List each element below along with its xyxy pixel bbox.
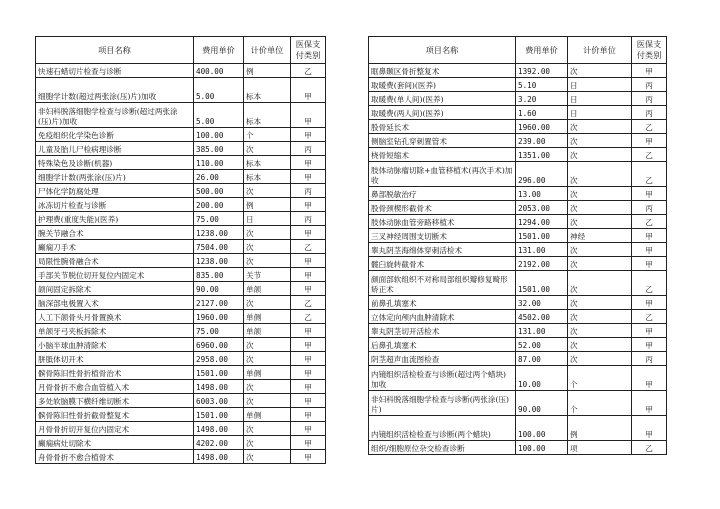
- cell-insurance: 甲: [291, 408, 326, 422]
- cell-name: 单颌牙弓夹板拆除术: [36, 324, 194, 338]
- cell-insurance: 甲: [291, 324, 326, 338]
- table-row: [36, 103, 326, 128]
- header-unit: 计价单位: [244, 37, 291, 64]
- cell-unit: 标本: [244, 170, 291, 184]
- cell-name: 特殊染色及诊断(机器): [36, 156, 194, 170]
- table-row: [36, 198, 326, 212]
- cell-unit: 日: [568, 78, 632, 92]
- cell-unit: 次: [568, 187, 632, 201]
- table-row: [36, 394, 326, 408]
- header-price: 费用单价: [516, 37, 568, 64]
- cell-name: 尸体化学防腐处理: [36, 184, 194, 198]
- cell-price: 835.00: [194, 268, 244, 282]
- cell-name: 睾丸阴茎海绵体穿刺活检术: [369, 243, 516, 257]
- cell-name: 细胞学计数(两张涂(压)片): [36, 170, 194, 184]
- table-row: [36, 310, 326, 324]
- cell-name: 后鼻孔填塞术: [369, 338, 516, 352]
- table-row: [369, 310, 667, 324]
- cell-price: 6003.00: [194, 394, 244, 408]
- cell-name: 快速石蜡切片检查与诊断: [36, 64, 194, 78]
- table-row: [369, 134, 667, 148]
- cell-insurance: 甲: [632, 243, 667, 257]
- cell-name: 小脑半球血肿清除术: [36, 338, 194, 352]
- table-row: [369, 162, 667, 187]
- cell-insurance: 甲: [291, 352, 326, 366]
- cell-insurance: 甲: [632, 134, 667, 148]
- cell-price: 1501.00: [194, 408, 244, 422]
- cell-unit: 次: [244, 394, 291, 408]
- cell-price: 2053.00: [516, 201, 568, 215]
- cell-price: 239.00: [516, 134, 568, 148]
- cell-insurance: 甲: [291, 394, 326, 408]
- table-row: [369, 366, 667, 391]
- cell-price: 90.00: [516, 391, 568, 416]
- cell-insurance: 甲: [291, 156, 326, 170]
- cell-name: 腕关节融合术: [36, 226, 194, 240]
- cell-price: 1498.00: [194, 380, 244, 394]
- cell-price: 32.00: [516, 296, 568, 310]
- cell-name: 内镜组织活检检查与诊断(超过两个蜡块)加收: [369, 366, 516, 391]
- cell-unit: 单颌: [244, 324, 291, 338]
- table-row: [36, 156, 326, 170]
- cell-price: 75.00: [194, 212, 244, 226]
- table-row: [369, 324, 667, 338]
- cell-unit: 标本: [244, 78, 291, 103]
- cell-unit: 单颌: [244, 282, 291, 296]
- header-insurance: 医保支付类别: [291, 37, 326, 64]
- cell-insurance: 乙: [291, 240, 326, 254]
- cell-unit: 次: [244, 338, 291, 352]
- table-header-row: [36, 37, 326, 64]
- table-row: [369, 271, 667, 296]
- cell-insurance: 甲: [291, 450, 326, 464]
- cell-price: 1238.00: [194, 226, 244, 240]
- cell-name: 月骨骨折切开复位内固定术: [36, 422, 194, 436]
- cell-insurance: 丙: [291, 142, 326, 156]
- cell-insurance: 甲: [291, 366, 326, 380]
- cell-name: 月骨骨折不愈合血管植入术: [36, 380, 194, 394]
- cell-name: 人工下颌骨头月骨置换术: [36, 310, 194, 324]
- cell-unit: 次: [244, 240, 291, 254]
- cell-name: 股骨延长术: [369, 120, 516, 134]
- cell-insurance: 甲: [291, 226, 326, 240]
- cell-name: 肢体动脉血管旁路移植术: [369, 215, 516, 229]
- cell-price: 1351.00: [516, 148, 568, 162]
- cell-unit: 日: [568, 92, 632, 106]
- cell-unit: 例: [244, 198, 291, 212]
- cell-name: 儿童及胎儿尸检病理诊断: [36, 142, 194, 156]
- cell-name: 组织/细胞原位杂交检查诊断: [369, 441, 516, 455]
- table-row: [36, 268, 326, 282]
- cell-price: 131.00: [516, 324, 568, 338]
- cell-name: 桡骨短缩术: [369, 148, 516, 162]
- header-insurance: 医保支付类别: [632, 37, 667, 64]
- cell-unit: 次: [568, 215, 632, 229]
- cell-insurance: 甲: [291, 128, 326, 142]
- cell-name: 舟骨骨折不愈合植骨术: [36, 450, 194, 464]
- cell-price: 1498.00: [194, 422, 244, 436]
- cell-unit: 次: [244, 296, 291, 310]
- cell-insurance: 乙: [291, 64, 326, 78]
- cell-price: 10.00: [516, 366, 568, 391]
- cell-unit: 例: [568, 416, 632, 441]
- table-row: [36, 212, 326, 226]
- table-row: [369, 215, 667, 229]
- cell-price: 200.00: [194, 198, 244, 212]
- cell-unit: 关节: [244, 268, 291, 282]
- cell-price: 52.00: [516, 338, 568, 352]
- cell-price: 1.60: [516, 106, 568, 120]
- cell-unit: 次: [244, 184, 291, 198]
- cell-insurance: 甲: [632, 416, 667, 441]
- cell-insurance: 乙: [632, 310, 667, 324]
- cell-unit: 日: [568, 106, 632, 120]
- table-row: [369, 416, 667, 441]
- table-row: [36, 380, 326, 394]
- header-unit: 计价单位: [568, 37, 632, 64]
- cell-price: 87.00: [516, 352, 568, 366]
- cell-unit: 单侧: [244, 408, 291, 422]
- cell-name: 手部关节脱位切开复位内固定术: [36, 268, 194, 282]
- cell-insurance: 甲: [632, 324, 667, 338]
- cell-unit: 次: [244, 422, 291, 436]
- table-row: [369, 257, 667, 271]
- cell-insurance: 丙: [632, 106, 667, 120]
- cell-price: 500.00: [194, 184, 244, 198]
- cell-insurance: 甲: [632, 366, 667, 391]
- header-price: 费用单价: [194, 37, 244, 64]
- cell-unit: 次: [244, 142, 291, 156]
- cell-price: 1501.00: [516, 271, 568, 296]
- cell-name: 髋臼旋转截骨术: [369, 257, 516, 271]
- cell-name: 股骨颈楔形截骨术: [369, 201, 516, 215]
- cell-unit: 神经: [568, 229, 632, 243]
- cell-unit: 次: [244, 380, 291, 394]
- cell-unit: 次: [568, 310, 632, 324]
- cell-insurance: 乙: [632, 215, 667, 229]
- cell-insurance: 甲: [291, 436, 326, 450]
- cell-insurance: 乙: [291, 310, 326, 324]
- table-row: [36, 254, 326, 268]
- table-row: [36, 324, 326, 338]
- header-name: 项目名称: [36, 37, 194, 64]
- cell-unit: 标本: [244, 103, 291, 128]
- cell-insurance: 甲: [632, 64, 667, 78]
- cell-insurance: 甲: [291, 268, 326, 282]
- cell-name: 髌骨陈旧性骨折植骨治术: [36, 366, 194, 380]
- table-row: [36, 338, 326, 352]
- cell-name: 内镜组织活检检查与诊断(两个蜡块): [369, 416, 516, 441]
- cell-price: 13.00: [516, 187, 568, 201]
- cell-insurance: 甲: [291, 103, 326, 128]
- cell-unit: 次: [568, 352, 632, 366]
- table-row: [36, 366, 326, 380]
- cell-unit: 次: [568, 162, 632, 187]
- cell-insurance: 甲: [291, 422, 326, 436]
- table-row: [36, 240, 326, 254]
- cell-name: 细胞学计数(超过两张涂(压)片)加收: [36, 78, 194, 103]
- cell-insurance: 乙: [632, 271, 667, 296]
- cell-price: 5.10: [516, 78, 568, 92]
- table-row: [36, 296, 326, 310]
- cell-price: 90.00: [194, 282, 244, 296]
- table-row: [36, 436, 326, 450]
- table-row: [369, 120, 667, 134]
- cell-insurance: 丙: [291, 212, 326, 226]
- cell-price: 1294.00: [516, 215, 568, 229]
- cell-unit: 单侧: [244, 366, 291, 380]
- cell-price: 1392.00: [516, 64, 568, 78]
- cell-name: 鼻部脱敏治疗: [369, 187, 516, 201]
- cell-unit: 单侧: [244, 310, 291, 324]
- cell-name: 取暖费(单人间)(医养): [369, 92, 516, 106]
- cell-price: 5.00: [194, 78, 244, 103]
- cell-unit: 例: [244, 64, 291, 78]
- cell-insurance: 甲: [291, 198, 326, 212]
- cell-name: 眶鼻颞区骨折整复术: [369, 64, 516, 78]
- cell-unit: 次: [568, 271, 632, 296]
- table-row: [36, 128, 326, 142]
- cell-insurance: 乙: [632, 148, 667, 162]
- cell-price: 100.00: [516, 441, 568, 455]
- cell-insurance: 丙: [632, 352, 667, 366]
- cell-price: 4202.00: [194, 436, 244, 450]
- cell-price: 7504.00: [194, 240, 244, 254]
- cell-name: 取暖费(套间)(医养): [369, 78, 516, 92]
- cell-price: 5.00: [194, 103, 244, 128]
- cell-name: 冰冻切片检查与诊断: [36, 198, 194, 212]
- cell-price: 1960.00: [194, 310, 244, 324]
- cell-name: 非妇科脱落细胞学检查与诊断(超过两张涂(压)片)加收: [36, 103, 194, 128]
- cell-unit: 日: [244, 212, 291, 226]
- cell-insurance: 甲: [291, 78, 326, 103]
- cell-unit: 个: [244, 128, 291, 142]
- cell-price: 1501.00: [516, 229, 568, 243]
- cell-name: 睾丸阴茎切开活检术: [369, 324, 516, 338]
- cell-name: 癫痫病灶切除术: [36, 436, 194, 450]
- table-row: [369, 352, 667, 366]
- table-row: [369, 441, 667, 455]
- cell-unit: 次: [568, 257, 632, 271]
- cell-insurance: 乙: [632, 120, 667, 134]
- cell-name: 癫痫刀手术: [36, 240, 194, 254]
- table-row: [36, 184, 326, 198]
- cell-name: 脑深部电极置入术: [36, 296, 194, 310]
- cell-insurance: 乙: [291, 296, 326, 310]
- cell-insurance: 甲: [632, 257, 667, 271]
- cell-price: 3.20: [516, 92, 568, 106]
- cell-unit: 次: [244, 436, 291, 450]
- cell-unit: 次: [568, 64, 632, 78]
- cell-insurance: 甲: [291, 282, 326, 296]
- cell-unit: 标本: [244, 156, 291, 170]
- cell-insurance: 甲: [632, 187, 667, 201]
- cell-unit: 次: [568, 148, 632, 162]
- cell-unit: 次: [568, 243, 632, 257]
- cell-name: 肢体动脉瘤切除+血管移植术(再次手术)加收: [369, 162, 516, 187]
- table-header-row: [369, 37, 667, 64]
- cell-insurance: 甲: [291, 338, 326, 352]
- cell-unit: 次: [568, 324, 632, 338]
- cell-unit: 次: [244, 226, 291, 240]
- cell-insurance: 乙: [632, 162, 667, 187]
- cell-insurance: 丙: [632, 78, 667, 92]
- cell-price: 110.00: [194, 156, 244, 170]
- cell-name: 免疫组织化学染色诊断: [36, 128, 194, 142]
- cell-unit: 次: [568, 296, 632, 310]
- table-row: [369, 78, 667, 92]
- table-row: [36, 64, 326, 78]
- cell-unit: 个: [568, 391, 632, 416]
- cell-name: 阴茎超声血流图检查: [369, 352, 516, 366]
- table-row: [369, 229, 667, 243]
- price-table-right: [368, 36, 667, 455]
- table-row: [369, 187, 667, 201]
- cell-insurance: 甲: [291, 254, 326, 268]
- cell-name: 取暖费(两人间)(医养): [369, 106, 516, 120]
- cell-price: 1238.00: [194, 254, 244, 268]
- cell-price: 2958.00: [194, 352, 244, 366]
- cell-insurance: 丙: [632, 92, 667, 106]
- cell-unit: 次: [244, 450, 291, 464]
- cell-price: 131.00: [516, 243, 568, 257]
- cell-insurance: 甲: [291, 380, 326, 394]
- cell-name: 颜面部软组织不对称局部组织瓣修复畸形矫正术: [369, 271, 516, 296]
- table-row: [36, 78, 326, 103]
- cell-price: 75.00: [194, 324, 244, 338]
- table-row: [369, 391, 667, 416]
- table-row: [369, 338, 667, 352]
- cell-price: 4502.00: [516, 310, 568, 324]
- table-row: [36, 170, 326, 184]
- cell-insurance: 甲: [632, 338, 667, 352]
- cell-name: 三叉神经周围支切断术: [369, 229, 516, 243]
- cell-unit: 项: [568, 441, 632, 455]
- cell-name: 颌间固定拆除术: [36, 282, 194, 296]
- cell-insurance: 甲: [632, 391, 667, 416]
- cell-price: 1501.00: [194, 366, 244, 380]
- cell-unit: 次: [568, 201, 632, 215]
- cell-price: 1498.00: [194, 450, 244, 464]
- table-row: [36, 282, 326, 296]
- cell-price: 2192.00: [516, 257, 568, 271]
- cell-unit: 次: [568, 338, 632, 352]
- table-row: [369, 106, 667, 120]
- cell-name: 局限性腕骨融合术: [36, 254, 194, 268]
- cell-insurance: 甲: [632, 296, 667, 310]
- table-row: [36, 450, 326, 464]
- cell-name: 髌骨陈旧性骨折截骨整复术: [36, 408, 194, 422]
- cell-price: 26.00: [194, 170, 244, 184]
- cell-unit: 个: [568, 366, 632, 391]
- table-row: [36, 408, 326, 422]
- cell-insurance: 乙: [632, 441, 667, 455]
- table-row: [369, 243, 667, 257]
- table-row: [369, 64, 667, 78]
- cell-insurance: 甲: [632, 229, 667, 243]
- table-row: [36, 422, 326, 436]
- table-row: [369, 201, 667, 215]
- cell-price: 400.00: [194, 64, 244, 78]
- cell-unit: 次: [568, 120, 632, 134]
- cell-name: 多处软脑膜下横纤维切断术: [36, 394, 194, 408]
- cell-name: 侧脑室钻孔穿刺置管术: [369, 134, 516, 148]
- cell-insurance: 丙: [632, 201, 667, 215]
- cell-price: 100.00: [516, 416, 568, 441]
- cell-name: 非妇科脱落细胞学检查与诊断(两张涂(压)片): [369, 391, 516, 416]
- cell-name: 立体定向颅内血肿清除术: [369, 310, 516, 324]
- cell-price: 385.00: [194, 142, 244, 156]
- cell-insurance: 甲: [291, 170, 326, 184]
- table-row: [369, 296, 667, 310]
- table-row: [369, 148, 667, 162]
- cell-unit: 次: [568, 134, 632, 148]
- cell-insurance: 丙: [291, 184, 326, 198]
- header-name: 项目名称: [369, 37, 516, 64]
- cell-price: 100.00: [194, 128, 244, 142]
- cell-price: 296.00: [516, 162, 568, 187]
- cell-name: 胼胝体切开术: [36, 352, 194, 366]
- table-row: [36, 226, 326, 240]
- cell-unit: 次: [244, 254, 291, 268]
- table-row: [36, 352, 326, 366]
- cell-price: 6960.00: [194, 338, 244, 352]
- cell-unit: 次: [244, 352, 291, 366]
- cell-price: 1960.00: [516, 120, 568, 134]
- cell-name: 护理费(重度失能)(医养): [36, 212, 194, 226]
- price-table-left: [35, 36, 326, 464]
- cell-name: 前鼻孔填塞术: [369, 296, 516, 310]
- table-row: [369, 92, 667, 106]
- cell-price: 2127.00: [194, 296, 244, 310]
- table-row: [36, 142, 326, 156]
